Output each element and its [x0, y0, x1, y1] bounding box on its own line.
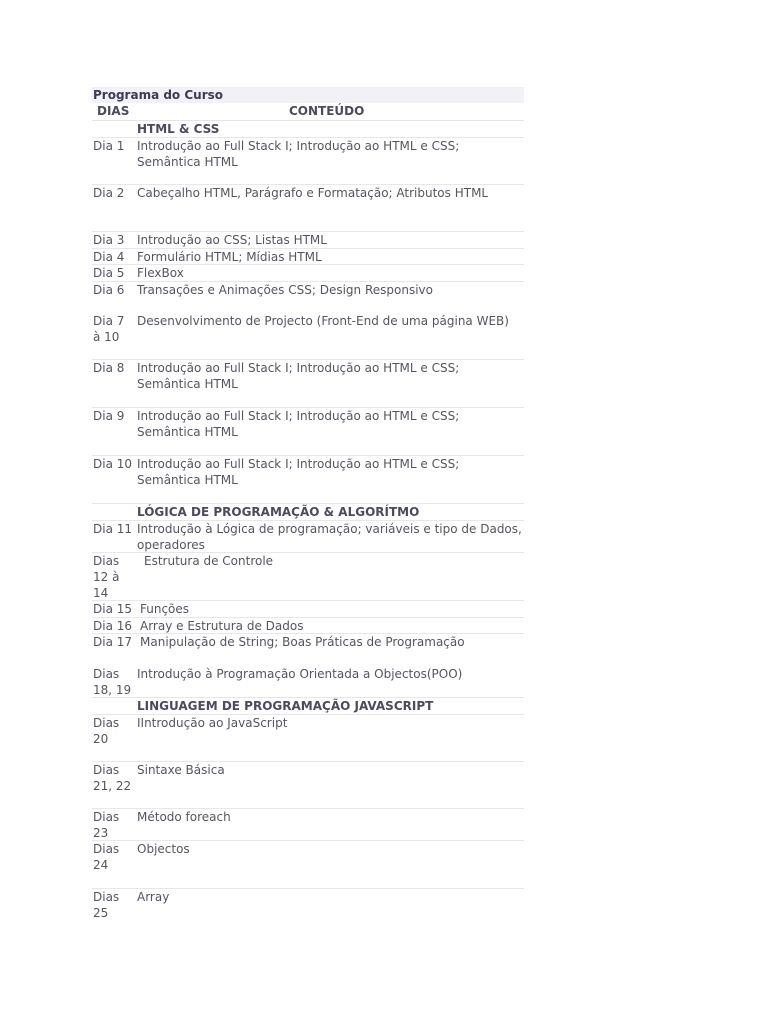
row-divider	[92, 455, 524, 456]
day-cell: Dias 25	[93, 890, 120, 920]
row-divider	[92, 184, 524, 185]
content-cell: Sintaxe Básica	[137, 763, 225, 777]
program-title: Programa do Curso	[92, 87, 524, 103]
content-cell: Transações e Animações CSS; Design Responsivo	[137, 283, 433, 297]
row-divider	[92, 888, 524, 889]
content-cell: Desenvolvimento de Projecto (Front-End de uma página WEB)	[137, 314, 509, 328]
day-cell: Dia 10	[93, 457, 133, 471]
content-cell: Cabeçalho HTML, Parágrafo e Formatação; Atributos HTML	[137, 186, 489, 200]
row-divider	[92, 520, 524, 521]
content-cell: Introdução ao Full Stack I; Introdução ao HTML e CSS; Semântica HTML	[137, 457, 460, 487]
day-cell: Dia 17	[93, 635, 133, 649]
day-cell: Dia 2	[93, 186, 125, 200]
row-divider	[92, 264, 524, 265]
row-divider	[92, 714, 524, 715]
row-divider	[92, 503, 524, 504]
content-cell: Manipulação de String; Boas Práticas de Programação	[140, 635, 465, 649]
content-cell: FlexBox	[137, 266, 184, 280]
day-cell: Dia 5	[93, 266, 125, 280]
table-header	[92, 103, 524, 121]
row-divider	[92, 407, 524, 408]
day-cell: Dias 12 à 14	[93, 554, 120, 600]
content-cell: Funções	[140, 602, 190, 616]
content-cell: Formulário HTML; Mídias HTML	[137, 250, 322, 264]
section-title: LINGUAGEM DE PROGRAMAÇÃO JAVASCRIPT	[137, 699, 434, 713]
day-cell: Dia 9	[93, 409, 125, 423]
row-divider	[92, 137, 524, 138]
content-cell: Introdução à Lógica de programação; variáveis e tipo de Dados, operadores	[137, 522, 522, 552]
day-cell: Dia 4	[93, 250, 125, 264]
day-cell: Dias 20	[93, 716, 120, 746]
day-cell: Dia 1	[93, 139, 125, 153]
day-cell: Dia 11	[93, 522, 133, 536]
row-divider	[92, 840, 524, 841]
row-divider	[92, 231, 524, 232]
content-cell: Introdução ao Full Stack I; Introdução ao HTML e CSS; Semântica HTML	[137, 361, 460, 391]
header-content: CONTEÚDO	[289, 104, 365, 118]
content-cell: Método foreach	[137, 810, 231, 824]
day-cell: Dia 15	[93, 602, 133, 616]
course-program	[92, 87, 524, 931]
day-cell: Dia 16	[93, 619, 133, 633]
content-cell: Introdução ao Full Stack I; Introdução ao HTML e CSS; Semântica HTML	[137, 409, 460, 439]
row-divider	[92, 761, 524, 762]
content-cell: Introdução ao CSS; Listas HTML	[137, 233, 327, 247]
day-cell: Dia 6	[93, 283, 125, 297]
section-title: HTML & CSS	[137, 122, 220, 136]
section-title: LÓGICA DE PROGRAMAÇÃO & ALGORÍTMO	[137, 505, 420, 519]
content-cell: IIntrodução ao JavaScript	[137, 716, 288, 730]
day-cell: Dias 18, 19	[93, 667, 132, 697]
header-days: DIAS	[97, 104, 130, 118]
row-divider	[92, 808, 524, 809]
row-divider	[92, 600, 524, 601]
schedule-table	[92, 121, 524, 931]
day-cell: Dias 21, 22	[93, 763, 132, 793]
content-cell: Objectos	[137, 842, 190, 856]
content-cell: Estrutura de Controle	[144, 554, 274, 568]
day-cell: Dias 24	[93, 842, 120, 872]
content-cell: Array	[137, 890, 170, 904]
day-cell: Dia 7 à 10	[93, 314, 125, 344]
row-divider	[92, 552, 524, 553]
row-divider	[92, 633, 524, 634]
day-cell: Dias 23	[93, 810, 120, 840]
row-divider	[92, 617, 524, 618]
day-cell: Dia 8	[93, 361, 125, 375]
content-cell: Introdução à Programação Orientada a Objectos(POO)	[137, 667, 463, 681]
row-divider	[92, 281, 524, 282]
row-divider	[92, 697, 524, 698]
row-divider	[92, 359, 524, 360]
content-cell: Array e Estrutura de Dados	[140, 619, 304, 633]
day-cell: Dia 3	[93, 233, 125, 247]
content-cell: Introdução ao Full Stack I; Introdução ao HTML e CSS; Semântica HTML	[137, 139, 460, 169]
row-divider	[92, 248, 524, 249]
